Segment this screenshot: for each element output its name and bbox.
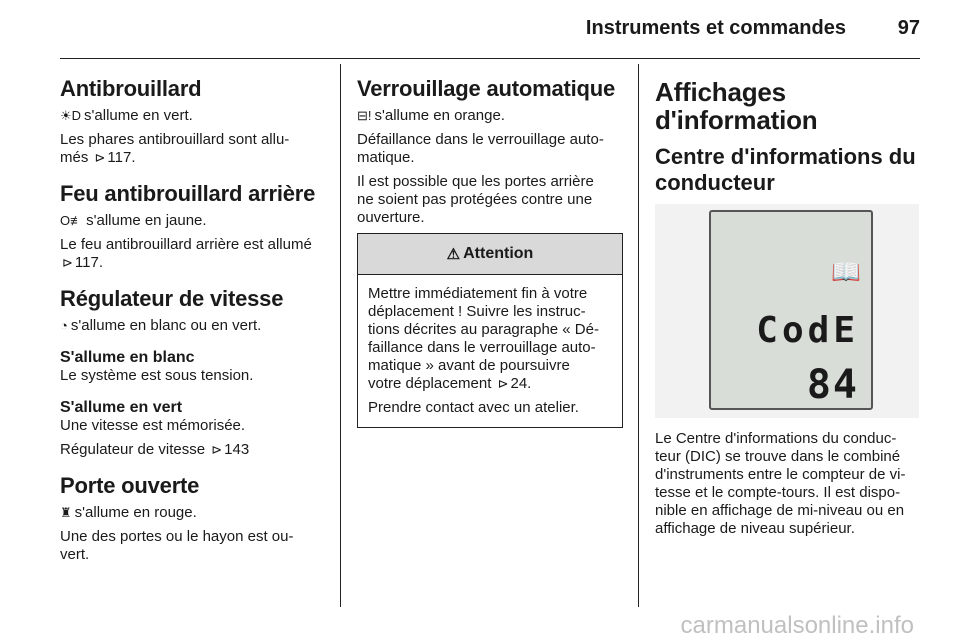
column-divider (340, 64, 341, 607)
subsection-title: S'allume en vert (60, 399, 183, 416)
manual-book-icon: 📖 (831, 259, 861, 286)
attention-box (357, 233, 623, 428)
section-title: Verrouillage automatique (357, 76, 616, 101)
section-door-open: Porte ouverte ♜ s'allume en rouge. Une des portes ou le hayon est ou- vert. (60, 473, 330, 564)
header-rule (60, 58, 920, 59)
page-ref-arrow-icon: ⊳ (211, 442, 223, 457)
header-title: Instruments et commandes (585, 17, 846, 39)
page-number: 97 (897, 17, 920, 39)
cruise-control-icon: ◔ (60, 318, 68, 333)
subsection-title: S'allume en blanc (60, 349, 195, 366)
page-ref-arrow-icon: ⊳ (94, 150, 106, 165)
page-ref-arrow-icon: ⊳ (497, 376, 509, 391)
section-title: Centre d'informations du conducteur (655, 144, 916, 195)
section-rear-fog: Feu antibrouillard arrière O≢ s'allume en jaune. Le feu antibrouillard arrière est allumé ⊳ 117. (60, 181, 330, 272)
section-title: Régulateur de vitesse (60, 286, 284, 311)
lcd-code-number: 84 (806, 362, 859, 408)
chapter-title: Affichages d'information (655, 77, 818, 135)
attention-header: ⚠ Attention (358, 234, 622, 275)
column-middle: Verrouillage automatique ⊟! s'allume en orange. Défaillance dans le verrouillage auto- matique. Il est possible que les portes arrière ne soient pas protégées contre une ouverture. ⚠ Attention Mettre immédiatement fin à votre déplacement ! Suivre les instruc- tions décrites au paragraphe « Dé- faillance dans le verrouillage auto- matique » avant de poursuivre votre déplacement ⊳ 24. Prendre contact avec un atelier. (357, 76, 623, 428)
section-title: Feu antibrouillard arrière (60, 181, 316, 206)
column-divider (638, 64, 639, 607)
rear-fog-light-icon: O≢ (60, 213, 84, 228)
lcd-code-text: CodE (756, 310, 859, 351)
page-ref-arrow-icon: ⊳ (62, 255, 73, 270)
section-cruise-control: Régulateur de vitesse ◔ s'allume en blanc ou en vert. S'allume en blanc Le système est sous tension. S'allume en vert Une vitesse est mémorisée. Régulateur de vitesse ⊳ 143 (60, 286, 330, 459)
column-left (60, 76, 330, 578)
column-right: Affichages d'information Centre d'informations du conducteur 📖 CodE 84 Le Centre d'informations du conduc- teur (DIC) se trouve dans le combiné d'instruments entre le compteur de vi- tesse et le compte-tours. Il est dispo- nible en affichage de mi-niveau ou en affichage de niveau supérieur. (655, 78, 923, 538)
page-ref[interactable]: 117. (74, 254, 103, 271)
fog-light-icon: ☀D (60, 108, 82, 123)
attention-body: Mettre immédiatement fin à votre déplacement ! Suivre les instruc- tions décrites au paragraphe « Dé- faillance dans le verrouillage auto- matique » avant de poursuivre votre déplacement ⊳ 24. Prendre contact avec un atelier. (368, 285, 599, 416)
warning-triangle-icon: ⚠ (446, 246, 461, 263)
dic-display-figure (655, 204, 919, 418)
autolock-warning-icon: ⊟! (357, 108, 372, 123)
page-ref[interactable]: 24. (510, 375, 532, 392)
door-open-icon: ♜ (60, 505, 72, 520)
watermark: carmanualsonline.info (680, 612, 914, 639)
page-header (0, 0, 960, 60)
lcd-display (709, 210, 873, 410)
section-title: Antibrouillard (60, 76, 202, 101)
section-title: Porte ouverte (60, 473, 200, 498)
page-ref[interactable]: 117. (107, 149, 136, 166)
section-fog-lights: Antibrouillard ☀D s'allume en vert. Les phares antibrouillard sont allu- més ⊳ 117. (60, 76, 330, 167)
page-ref[interactable]: 143 (224, 441, 250, 458)
